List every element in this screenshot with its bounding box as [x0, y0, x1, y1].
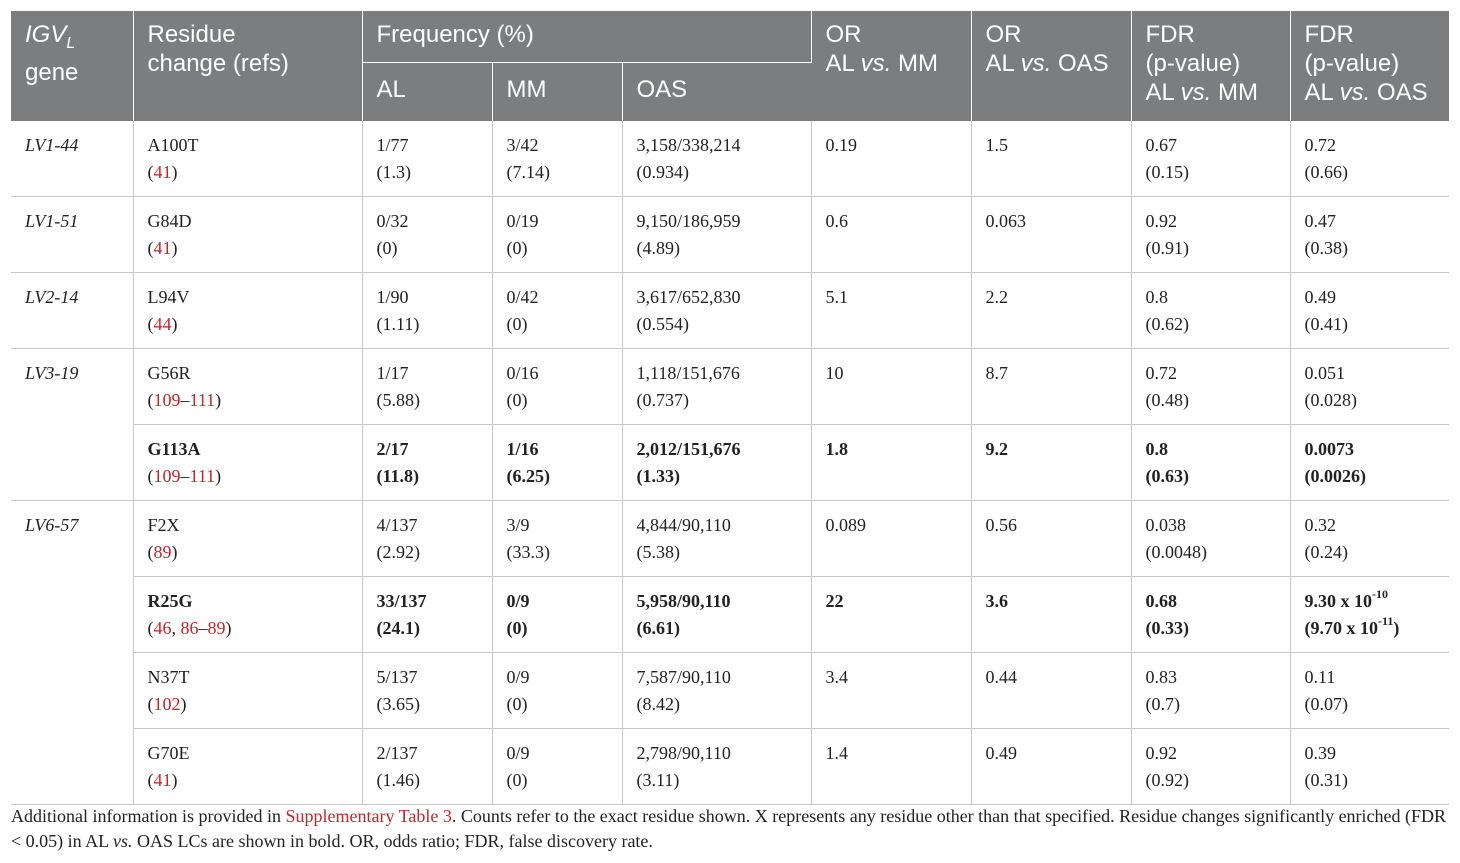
reference-link[interactable]: 86 [180, 618, 199, 638]
header-mm: MM [492, 63, 622, 122]
supplementary-table-link[interactable]: Supplementary Table 3 [285, 806, 452, 826]
oas-frequency-cell: 3,158/338,214 (0.934) [622, 121, 811, 197]
fdr-oas-cell: 0.47 (0.38) [1290, 197, 1449, 273]
or-mm-cell: 0.089 [811, 501, 971, 577]
header-frequency: Frequency (%) [362, 11, 811, 63]
header-or-al-vs-mm: OR AL vs. MM [811, 11, 971, 121]
fdr-mm-cell: 0.038 (0.0048) [1131, 501, 1290, 577]
mm-frequency-cell: 0/9 (0) [492, 653, 622, 729]
fdr-mm-cell: 0.83 (0.7) [1131, 653, 1290, 729]
or-oas-cell: 3.6 [971, 577, 1131, 653]
fdr-oas-cell: 0.39 (0.31) [1290, 729, 1449, 805]
al-frequency-cell: 1/90 (1.11) [362, 273, 492, 349]
al-frequency-cell: 1/77 (1.3) [362, 121, 492, 197]
fdr-oas-cell: 0.49 (0.41) [1290, 273, 1449, 349]
reference-link[interactable]: 41 [153, 770, 172, 790]
oas-frequency-cell: 7,587/90,110 (8.42) [622, 653, 811, 729]
table-row [11, 729, 1449, 805]
fdr-mm-cell: 0.92 (0.91) [1131, 197, 1290, 273]
or-mm-cell: 1.4 [811, 729, 971, 805]
residue-cell: G113A (109–111) [133, 425, 362, 501]
reference-link[interactable]: 89 [207, 618, 226, 638]
mm-frequency-cell: 1/16 (6.25) [492, 425, 622, 501]
or-oas-cell: 0.063 [971, 197, 1131, 273]
residue-cell: G70E (41) [133, 729, 362, 805]
reference-link[interactable]: 109 [153, 390, 181, 410]
mm-frequency-cell: 0/9 (0) [492, 577, 622, 653]
table-row-significant [11, 577, 1449, 653]
oas-frequency-cell: 2,012/151,676 (1.33) [622, 425, 811, 501]
al-frequency-cell: 2/137 (1.46) [362, 729, 492, 805]
header-or-al-vs-oas: OR AL vs. OAS [971, 11, 1131, 121]
or-mm-cell: 0.19 [811, 121, 971, 197]
fdr-oas-cell: 9.30 x $10^{-10}$ (9.70 x $10^{-11}$) [1290, 577, 1449, 653]
table-row [11, 121, 1449, 197]
or-mm-cell: 10 [811, 349, 971, 425]
fdr-oas-cell: 0.051 (0.028) [1290, 349, 1449, 425]
residue-cell: F2X (89) [133, 501, 362, 577]
table-row [11, 653, 1449, 729]
mm-frequency-cell: 0/16 (0) [492, 349, 622, 425]
or-oas-cell: 9.2 [971, 425, 1131, 501]
oas-frequency-cell: 9,150/186,959 (4.89) [622, 197, 811, 273]
header-fdr-al-vs-oas: FDR (p-value) AL vs. OAS [1290, 11, 1449, 121]
table-row [11, 197, 1449, 273]
fdr-oas-cell: 0.0073 (0.0026) [1290, 425, 1449, 501]
residue-cell: G56R (109–111) [133, 349, 362, 425]
or-oas-cell: 8.7 [971, 349, 1131, 425]
gene-cell: LV2-14 [11, 273, 133, 349]
gene-cell: LV6-57 [11, 501, 133, 805]
reference-link[interactable]: 89 [153, 542, 172, 562]
gene-cell: LV1-51 [11, 197, 133, 273]
residue-cell: A100T (41) [133, 121, 362, 197]
oas-frequency-cell: 2,798/90,110 (3.11) [622, 729, 811, 805]
table-body [11, 121, 1449, 805]
or-oas-cell: 0.56 [971, 501, 1131, 577]
header-al: AL [362, 63, 492, 122]
oas-frequency-cell: 3,617/652,830 (0.554) [622, 273, 811, 349]
residue-cell: L94V (44) [133, 273, 362, 349]
header-gene: $IGV_L$ gene [11, 11, 133, 121]
fdr-oas-cell: 0.72 (0.66) [1290, 121, 1449, 197]
reference-link[interactable]: 46 [153, 618, 172, 638]
table-row [11, 501, 1449, 577]
residue-cell: R25G (46, 86–89) [133, 577, 362, 653]
al-frequency-cell: 1/17 (5.88) [362, 349, 492, 425]
oas-frequency-cell: 4,844/90,110 (5.38) [622, 501, 811, 577]
table-row [11, 349, 1449, 425]
residue-frequency-table [11, 11, 1449, 805]
mm-frequency-cell: 0/19 (0) [492, 197, 622, 273]
reference-link[interactable]: 102 [153, 694, 181, 714]
reference-link[interactable]: 111 [189, 390, 216, 410]
fdr-oas-cell: 0.32 (0.24) [1290, 501, 1449, 577]
table-header [11, 11, 1449, 121]
al-frequency-cell: 0/32 (0) [362, 197, 492, 273]
fdr-mm-cell: 0.72 (0.48) [1131, 349, 1290, 425]
al-frequency-cell: 33/137 (24.1) [362, 577, 492, 653]
residue-cell: G84D (41) [133, 197, 362, 273]
gene-cell: LV1-44 [11, 121, 133, 197]
table-row [11, 273, 1449, 349]
fdr-mm-cell: 0.92 (0.92) [1131, 729, 1290, 805]
fdr-mm-cell: 0.67 (0.15) [1131, 121, 1290, 197]
or-mm-cell: 5.1 [811, 273, 971, 349]
oas-frequency-cell: 1,118/151,676 (0.737) [622, 349, 811, 425]
header-fdr-al-vs-mm: FDR (p-value) AL vs. MM [1131, 11, 1290, 121]
fdr-oas-cell: 0.11 (0.07) [1290, 653, 1449, 729]
fdr-mm-cell: 0.8 (0.63) [1131, 425, 1290, 501]
al-frequency-cell: 5/137 (3.65) [362, 653, 492, 729]
data-table-container [11, 11, 1449, 805]
or-mm-cell: 1.8 [811, 425, 971, 501]
fdr-mm-cell: 0.8 (0.62) [1131, 273, 1290, 349]
gene-cell: LV3-19 [11, 349, 133, 501]
header-oas: OAS [622, 63, 811, 122]
mm-frequency-cell: 3/9 (33.3) [492, 501, 622, 577]
mm-frequency-cell: 0/42 (0) [492, 273, 622, 349]
al-frequency-cell: 2/17 (11.8) [362, 425, 492, 501]
or-oas-cell: 2.2 [971, 273, 1131, 349]
table-footnote: Additional information is provided in Supplementary Table 3. Counts refer to the exact residue shown. X represents any residue other than that specified. Residue changes significantly enriched (FDR < 0.05) in AL vs. OAS LCs are shown in bold. OR, odds ratio; FDR, false discovery rate. [11, 806, 1447, 851]
fdr-mm-cell: 0.68 (0.33) [1131, 577, 1290, 653]
mm-frequency-cell: 3/42 (7.14) [492, 121, 622, 197]
reference-link[interactable]: 44 [153, 314, 172, 334]
or-mm-cell: 0.6 [811, 197, 971, 273]
reference-link[interactable]: 111 [189, 466, 216, 486]
residue-cell: N37T (102) [133, 653, 362, 729]
or-oas-cell: 1.5 [971, 121, 1131, 197]
oas-frequency-cell: 5,958/90,110 (6.61) [622, 577, 811, 653]
or-oas-cell: 0.44 [971, 653, 1131, 729]
al-frequency-cell: 4/137 (2.92) [362, 501, 492, 577]
mm-frequency-cell: 0/9 (0) [492, 729, 622, 805]
reference-link[interactable]: 41 [153, 238, 172, 258]
reference-link[interactable]: 41 [153, 162, 172, 182]
or-oas-cell: 0.49 [971, 729, 1131, 805]
or-mm-cell: 22 [811, 577, 971, 653]
or-mm-cell: 3.4 [811, 653, 971, 729]
reference-link[interactable]: 109 [153, 466, 181, 486]
header-residue-change: Residue change (refs) [133, 11, 362, 121]
table-row-significant [11, 425, 1449, 501]
